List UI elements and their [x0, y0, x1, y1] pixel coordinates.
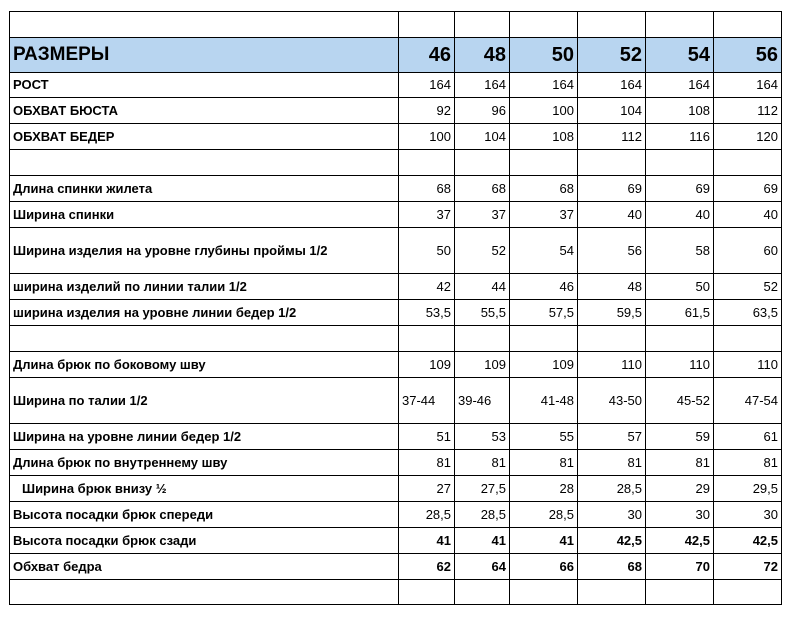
cell: 27,5 [455, 476, 510, 502]
table-row [10, 98, 782, 124]
cell: 48 [578, 274, 646, 300]
cell: 59 [646, 424, 714, 450]
cell: 42,5 [714, 528, 782, 554]
cell: 164 [455, 73, 510, 98]
cell: 81 [510, 450, 578, 476]
cell: 60 [714, 228, 782, 274]
blank-row [10, 580, 782, 605]
row-label: Высота посадки брюк спереди [10, 502, 399, 528]
cell: 47-54 [714, 378, 782, 424]
table-row [10, 124, 782, 150]
table-row [10, 378, 782, 424]
cell: 109 [510, 352, 578, 378]
size-50: 50 [510, 38, 578, 73]
size-46: 46 [399, 38, 455, 73]
cell: 28 [510, 476, 578, 502]
row-label: Ширина брюк внизу ½ [10, 476, 399, 502]
cell: 29 [646, 476, 714, 502]
cell: 69 [714, 176, 782, 202]
table-row [10, 554, 782, 580]
cell: 41 [510, 528, 578, 554]
cell: 68 [510, 176, 578, 202]
cell: 116 [646, 124, 714, 150]
table-row [10, 502, 782, 528]
table-row [10, 300, 782, 326]
cell: 45-52 [646, 378, 714, 424]
cell: 112 [578, 124, 646, 150]
cell: 63,5 [714, 300, 782, 326]
cell: 37-44 [399, 378, 455, 424]
cell: 70 [646, 554, 714, 580]
cell: 52 [714, 274, 782, 300]
cell: 109 [399, 352, 455, 378]
cell: 37 [399, 202, 455, 228]
cell: 164 [646, 73, 714, 98]
cell: 43-50 [578, 378, 646, 424]
cell: 40 [578, 202, 646, 228]
cell: 40 [646, 202, 714, 228]
cell: 56 [578, 228, 646, 274]
cell: 68 [399, 176, 455, 202]
cell: 41 [399, 528, 455, 554]
cell: 28,5 [455, 502, 510, 528]
cell: 68 [455, 176, 510, 202]
row-label: Ширина изделия на уровне глубины проймы 1/2 [10, 228, 399, 274]
cell: 62 [399, 554, 455, 580]
cell: 53 [455, 424, 510, 450]
blank-row [10, 12, 782, 38]
cell: 69 [646, 176, 714, 202]
cell: 42 [399, 274, 455, 300]
blank-row [10, 150, 782, 176]
cell: 50 [399, 228, 455, 274]
cell: 110 [578, 352, 646, 378]
cell: 61,5 [646, 300, 714, 326]
row-label: ОБХВАТ БЮСТА [10, 98, 399, 124]
row-label: Длина спинки жилета [10, 176, 399, 202]
table-row [10, 352, 782, 378]
cell: 64 [455, 554, 510, 580]
cell: 37 [510, 202, 578, 228]
row-label: ширина изделия на уровне линии бедер 1/2 [10, 300, 399, 326]
cell: 66 [510, 554, 578, 580]
cell: 44 [455, 274, 510, 300]
row-label: Ширина спинки [10, 202, 399, 228]
size-52: 52 [578, 38, 646, 73]
size-chart-table [9, 11, 782, 605]
table-row [10, 476, 782, 502]
cell: 39-46 [455, 378, 510, 424]
cell: 57,5 [510, 300, 578, 326]
cell: 52 [455, 228, 510, 274]
cell: 51 [399, 424, 455, 450]
size-48: 48 [455, 38, 510, 73]
cell: 55 [510, 424, 578, 450]
table-row [10, 424, 782, 450]
cell: 57 [578, 424, 646, 450]
blank-row [10, 326, 782, 352]
cell: 28,5 [399, 502, 455, 528]
cell: 164 [714, 73, 782, 98]
cell: 28,5 [510, 502, 578, 528]
cell: 81 [399, 450, 455, 476]
row-label: Длина брюк по боковому шву [10, 352, 399, 378]
size-54: 54 [646, 38, 714, 73]
cell: 58 [646, 228, 714, 274]
cell: 92 [399, 98, 455, 124]
cell: 42,5 [578, 528, 646, 554]
cell: 40 [714, 202, 782, 228]
cell: 30 [714, 502, 782, 528]
cell: 81 [646, 450, 714, 476]
row-label: Ширина по талии 1/2 [10, 378, 399, 424]
cell: 72 [714, 554, 782, 580]
cell: 50 [646, 274, 714, 300]
cell: 61 [714, 424, 782, 450]
cell: 110 [646, 352, 714, 378]
header-row [10, 38, 782, 73]
cell: 28,5 [578, 476, 646, 502]
cell: 120 [714, 124, 782, 150]
cell: 30 [578, 502, 646, 528]
table-row [10, 228, 782, 274]
cell: 41 [455, 528, 510, 554]
cell: 81 [455, 450, 510, 476]
cell: 100 [510, 98, 578, 124]
cell: 96 [455, 98, 510, 124]
row-label: Ширина на уровне линии бедер 1/2 [10, 424, 399, 450]
row-label: ОБХВАТ БЕДЕР [10, 124, 399, 150]
cell: 164 [578, 73, 646, 98]
header-label: РАЗМЕРЫ [10, 38, 399, 73]
cell: 53,5 [399, 300, 455, 326]
cell: 104 [578, 98, 646, 124]
table-row [10, 528, 782, 554]
table-row [10, 202, 782, 228]
table-row [10, 176, 782, 202]
cell: 59,5 [578, 300, 646, 326]
cell: 104 [455, 124, 510, 150]
cell: 110 [714, 352, 782, 378]
cell: 46 [510, 274, 578, 300]
cell: 81 [578, 450, 646, 476]
cell: 164 [510, 73, 578, 98]
cell: 100 [399, 124, 455, 150]
table-row [10, 73, 782, 98]
cell: 54 [510, 228, 578, 274]
cell: 81 [714, 450, 782, 476]
cell: 55,5 [455, 300, 510, 326]
row-label: РОСТ [10, 73, 399, 98]
cell: 29,5 [714, 476, 782, 502]
cell: 69 [578, 176, 646, 202]
table-row [10, 274, 782, 300]
cell: 68 [578, 554, 646, 580]
cell: 42,5 [646, 528, 714, 554]
size-56: 56 [714, 38, 782, 73]
cell: 30 [646, 502, 714, 528]
row-label: Высота посадки брюк сзади [10, 528, 399, 554]
cell: 37 [455, 202, 510, 228]
cell: 109 [455, 352, 510, 378]
cell: 27 [399, 476, 455, 502]
cell: 112 [714, 98, 782, 124]
table-row [10, 450, 782, 476]
row-label: Длина брюк по внутреннему шву [10, 450, 399, 476]
cell: 41-48 [510, 378, 578, 424]
cell: 164 [399, 73, 455, 98]
row-label: ширина изделий по линии талии 1/2 [10, 274, 399, 300]
cell: 108 [510, 124, 578, 150]
cell: 108 [646, 98, 714, 124]
row-label: Обхват бедра [10, 554, 399, 580]
